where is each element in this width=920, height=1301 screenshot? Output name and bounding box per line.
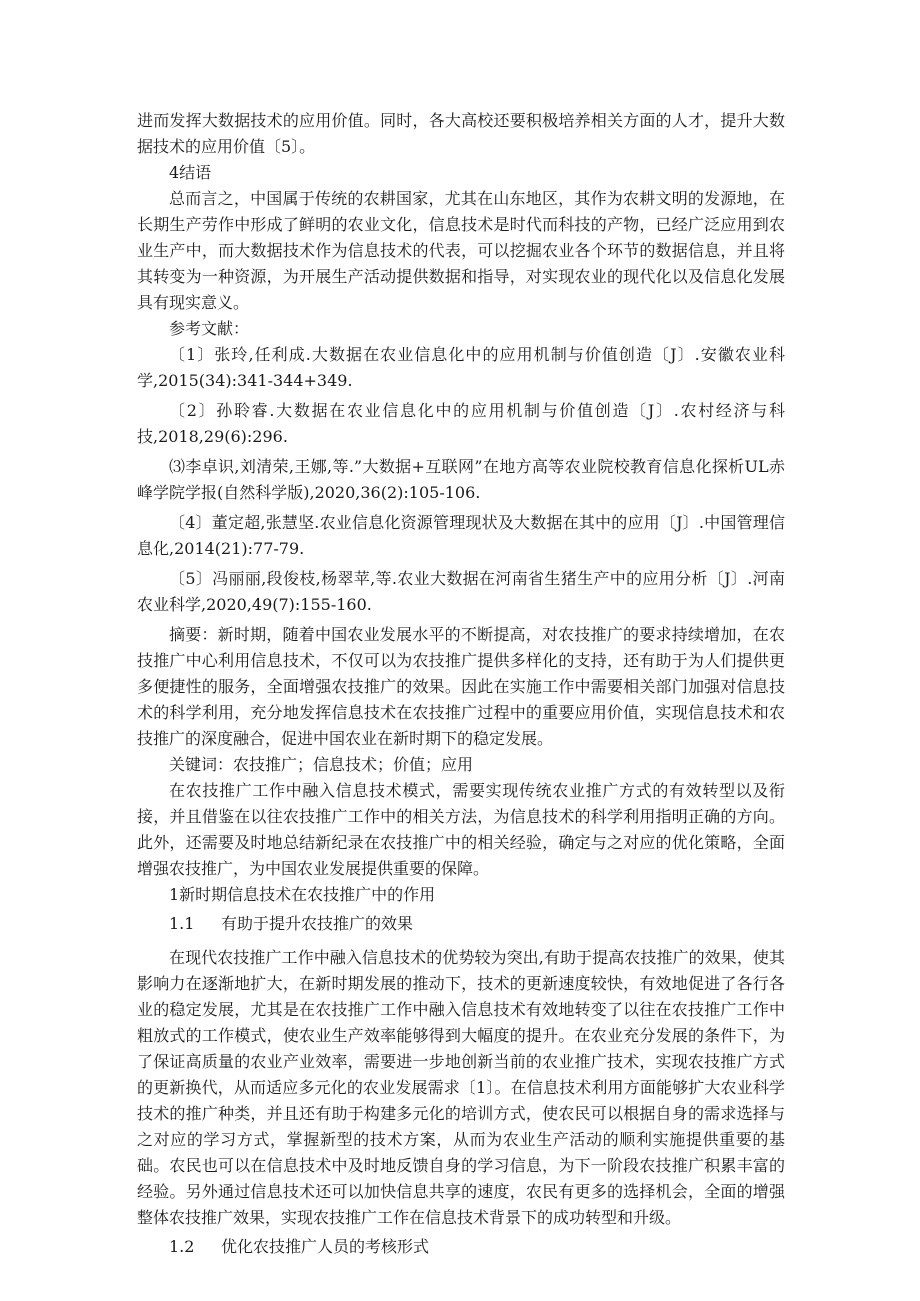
body-intro-paragraph: 在农技推广工作中融入信息技术模式，需要实现传统农业推广方式的有效转型以及衔接，并且借鉴在以往农技推广工作中的相关方法，为信息技术的科学利用指明正确的方向。此外，还需要及时地总结新纪录在农技推广中的相关经验，确定与之对应的优化策略，全面增强农技推广，为中国农业发展提供重要的保障。 [137,781,785,878]
keywords-line: 关键词：农技推广；信息技术；价值；应用 [169,755,474,774]
section-number: 1.1 [169,914,195,933]
references-heading: 参考文献： [169,319,250,338]
intro-tail-paragraph: 进而发挥大数据技术的应用价值。同时，各大高校还要积极培养相关方面的人才，提升大数据技术的应用价值〔5〕。 [137,111,785,156]
section-title: 有助于提升农技推广的效果 [221,914,414,933]
reference-item: 〔4〕董定超,张慧坚.农业信息化资源管理现状及大数据在其中的应用〔J〕.中国管理信息化,2014(21):77-79. [137,513,785,558]
reference-item: 〔2〕孙聆睿.大数据在农业信息化中的应用机制与价值创造〔J〕.农村经济与科技,2018,29(6):296. [137,401,785,446]
reference-item: ⑶李卓识,刘清荣,王娜,等.”大数据+互联网”在地方高等农业院校教育信息化探析UL赤峰学院学报(自然科学版),2020,36(2):105-106. [137,457,785,502]
section-number: 1.2 [169,1237,195,1256]
reference-list [137,342,785,622]
abstract-paragraph: 摘要：新时期，随着中国农业发展水平的不断提高，对农技推广的要求持续增加，在农技推广中心利用信息技术，不仅可以为农技推广提供多样化的支持，还有助于为人们提供更多便捷性的服务，全面增强农技推广的效果。因此在实施工作中需要相关部门加强对信息技术的科学利用，充分地发挥信息技术在农技推广过程中的重要应用价值，实现信息技术和农技推广的深度融合，促进中国农业在新时期下的稳定发展。 [137,625,785,748]
section-title: 优化农技推广人员的考核形式 [221,1237,430,1256]
document-page [137,108,785,1268]
conclusion-heading: 4结语 [169,163,212,182]
reference-item: 〔5〕冯丽丽,段俊枝,杨翠苹,等.农业大数据在河南省生猪生产中的应用分析〔J〕.河南农业科学,2020,49(7):155-160. [137,569,785,614]
section-1-1-heading [137,908,785,945]
section-1-heading: 1新时期信息技术在农技推广中的作用 [169,885,436,904]
section-1-1-body: 在现代农技推广工作中融入信息技术的优势较为突出,有助于提高农技推广的效果，使其影响力在逐渐地扩大，在新时期发展的推动下，技术的更新速度较快，有效地促进了各行各业的稳定发展，尤其是在农技推广工作中融入信息技术有效地转变了以往在农技推广工作中粗放式的工作模式，使农业生产效率能够得到大幅度的提升。在农业充分发展的条件下，为了保证高质量的农业产业效率，需要进一步地创新当前的农业推广技术，实现农技推广方式的更新换代，从而适应多元化的农业发展需求〔1〕。在信息技术利用方面能够扩大农业科学技术的推广种类，并且还有助于构建多元化的培训方式，使农民可以根据自身的需求选择与之对应的学习方式，掌握新型的技术方案，从而为农业生产活动的顺利实施提供重要的基础。农民也可以在信息技术中及时地反馈自身的学习信息，为下一阶段农技推广积累丰富的经验。另外通过信息技术还可以加快信息共享的速度，农民有更多的选择机会，全面的增强整体农技推广效果，实现农技推广工作在信息技术背景下的成功转型和升级。 [137,948,785,1227]
conclusion-paragraph: 总而言之，中国属于传统的农耕国家，尤其在山东地区，其作为农耕文明的发源地，在长期生产劳作中形成了鲜明的农业文化，信息技术是时代而科技的产物，已经广泛应用到农业生产中，而大数据技术作为信息技术的代表，可以挖掘农业各个环节的数据信息，并且将其转变为一种资源，为开展生产活动提供数据和指导，对实现农业的现代化以及信息化发展具有现实意义。 [137,189,785,312]
section-1-2-heading [137,1231,785,1268]
reference-item: 〔1〕张玲,任利成.大数据在农业信息化中的应用机制与价值创造〔J〕.安徽农业科学,2015(34):341-344+349. [137,345,785,390]
